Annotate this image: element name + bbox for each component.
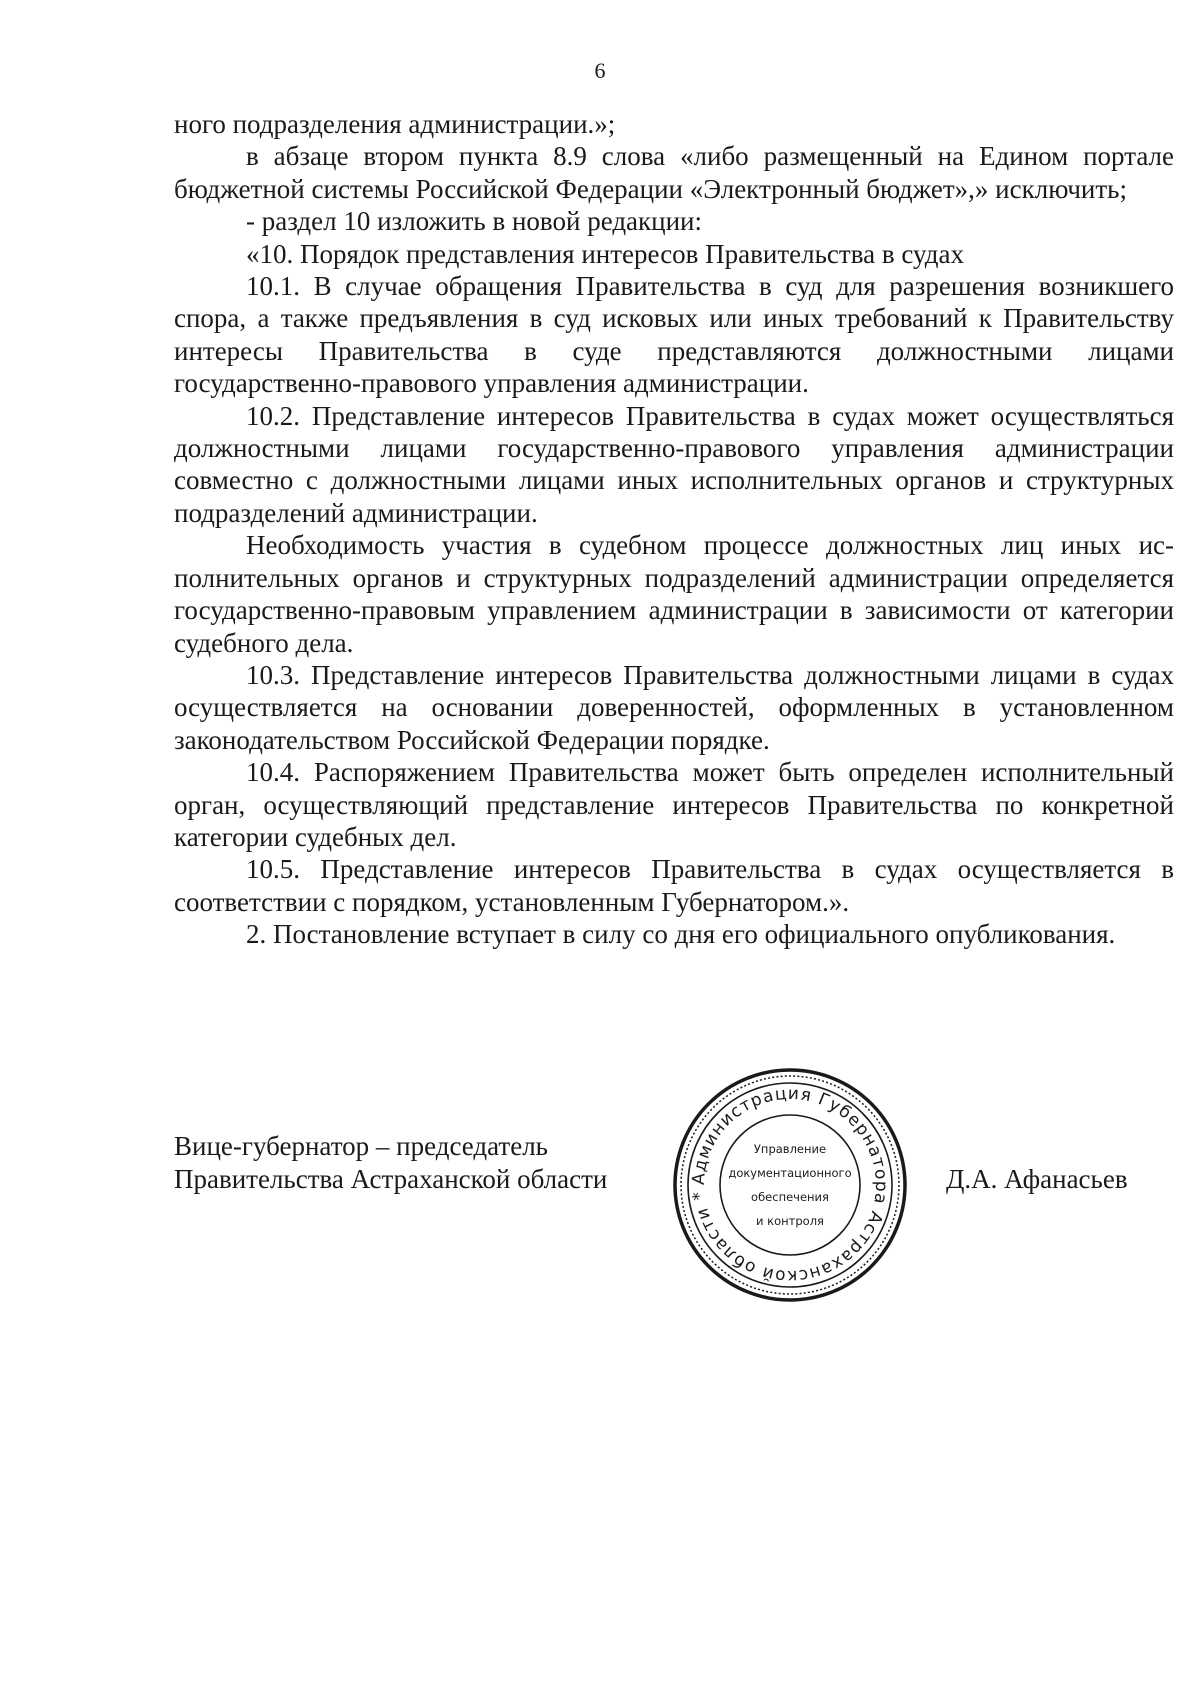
seal-center-text (728, 1142, 851, 1228)
paragraph-10-2-continued: Необходимость участия в судебном процессе должностных лиц иных исполнительных органов и структурных подразделений администрации определяется государственно-правовым управлением администрации в зависимости от категории судебного дела. (174, 530, 1174, 658)
seal-ring-textpath: Администрация Губернатора Астраханской области * (688, 1083, 892, 1287)
signatory-position-line-1: Вице-губернатор – председатель (174, 1131, 548, 1161)
paragraph-continuation: ного подразделения администрации.»; (174, 109, 616, 139)
paragraph-10-2: 10.2. Представление интересов Правительства в судах может осуществляться должностными лицами государственно-правового управления администрации совместно с должностными лицами иных исполнительных органов и структурных подразделений администрации. (174, 400, 1174, 528)
paragraph-10-1: 10.1. В случае обращения Правительства в суд для разрешения возникшего спора, а также предъявления в суд исковых или иных требований к Правительству интересы Правительства в суде представляются должностными лицами государственно-правового управления администрации. (174, 271, 1174, 399)
paragraph-10-4: 10.4. Распоряжением Правительства может быть определен исполнительный орган, осуществляющий представление интересов Правительства по конкретной категории судебных дел. (174, 757, 1174, 852)
signatory-name: Д.А. Афанасьев (946, 1164, 1128, 1194)
seal-center-line-4: и контроля (756, 1214, 824, 1228)
paragraph-10-3: 10.3. Представление интересов Правительства должностными лицами в судах осуществляется на основании доверенностей, оформленных в установленном законодательством Российской Федерации порядке. (174, 659, 1174, 755)
section-10-heading: «10. Порядок представления интересов Правительства в судах (246, 238, 964, 269)
signatory-position (174, 1130, 607, 1196)
seal-inner-ring (720, 1115, 860, 1255)
paragraph-10-5: 10.5. Представление интересов Правительства в судах осуществляется в соответствии с порядком, установленным Губернатором.». (174, 854, 1174, 917)
paragraph-section-10-intro: - раздел 10 изложить в новой редакции: (246, 206, 703, 237)
page-number: 6 (594, 58, 606, 83)
seal-dotted-ring (681, 1076, 899, 1294)
paragraph-amendment-8-9: в абзаце втором пункта 8.9 слова «либо размещенный на Едином портале бюджетной системы Российской Федерации «Электронный бюджет»,» исключить; (174, 141, 1174, 204)
paragraph-effective-date: 2. Постановление вступает в силу со дня его официального опубликования. (246, 919, 1116, 950)
official-seal (670, 1065, 910, 1305)
seal-center-line-1: Управление (753, 1142, 827, 1156)
seal-center-line-2: документационного (728, 1166, 852, 1180)
signatory-position-line-2: Правительства Астраханской области (174, 1164, 608, 1194)
document-body (174, 108, 1174, 951)
seal-center-line-3: обеспечения (751, 1190, 829, 1204)
seal-outer-ring (675, 1070, 905, 1300)
